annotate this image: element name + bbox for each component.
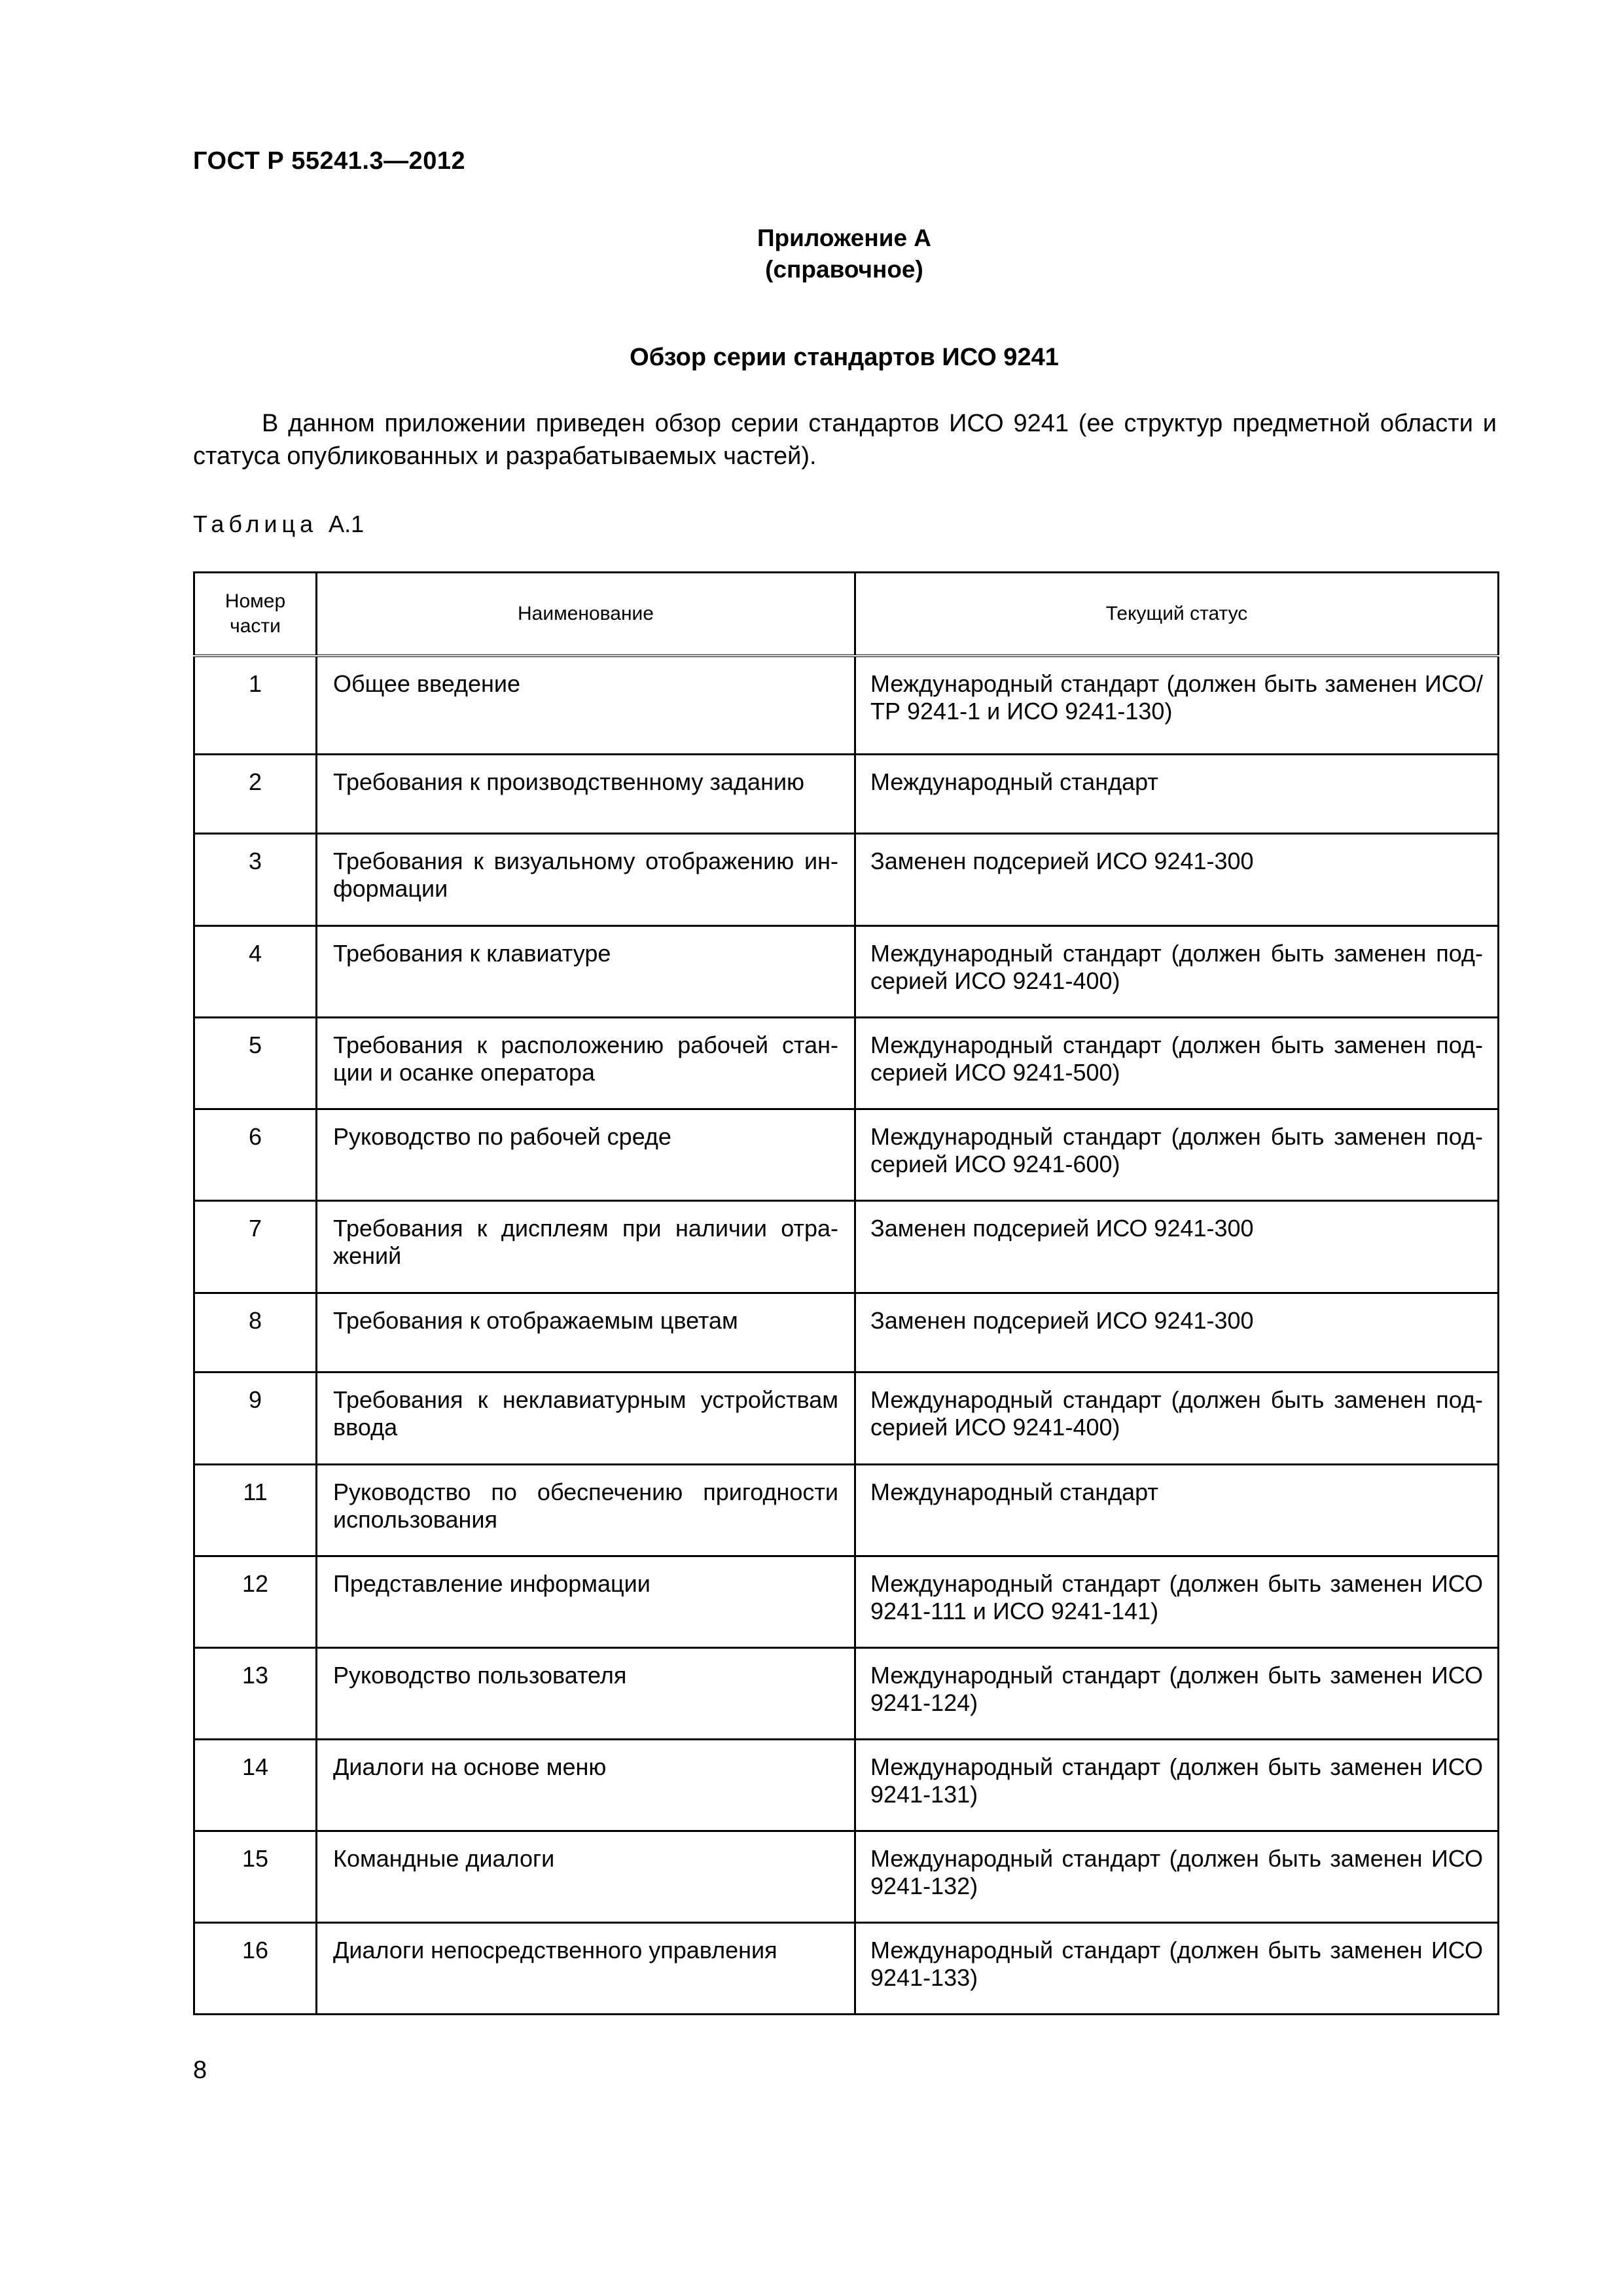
table-row bbox=[194, 1647, 1499, 1739]
row-number: 13 bbox=[194, 1647, 317, 1739]
row-status: Заменен подсерией ИСО 9241-300 bbox=[855, 833, 1499, 925]
appendix-title: Приложение А bbox=[757, 224, 932, 251]
row-name: Требования к визуальному отображению информации bbox=[317, 833, 855, 925]
row-number: 1 bbox=[194, 656, 317, 754]
table-row bbox=[194, 754, 1499, 833]
row-name: Руководство по обеспечению пригодности использования bbox=[317, 1464, 855, 1556]
row-status: Международный стандарт bbox=[855, 1464, 1499, 1556]
table-row bbox=[194, 1017, 1499, 1109]
intro-paragraph: В данном приложении приведен обзор серии стандартов ИСО 9241 (ее структур предметной области и статуса опубликованных и разрабатываемых частей). bbox=[193, 410, 1497, 470]
row-name: Диалоги непосредственного управления bbox=[317, 1922, 855, 2014]
row-number: 4 bbox=[194, 925, 317, 1017]
appendix-type: (справочное) bbox=[765, 256, 923, 283]
row-number: 12 bbox=[194, 1556, 317, 1647]
table-row bbox=[194, 1922, 1499, 2014]
row-status: Международный стандарт (должен быть заменен подсерией ИСО 9241-400) bbox=[855, 1372, 1499, 1464]
row-number: 3 bbox=[194, 833, 317, 925]
row-name: Требования к дисплеям при наличии отражений bbox=[317, 1200, 855, 1293]
row-status: Международный стандарт (должен быть заменен подсерией ИСО 9241-400) bbox=[855, 925, 1499, 1017]
table-row bbox=[194, 1200, 1499, 1293]
row-name: Командные диалоги bbox=[317, 1831, 855, 1922]
table-caption-number: А.1 bbox=[329, 511, 365, 537]
row-status: Международный стандарт (должен быть заменен подсерией ИСО 9241-600) bbox=[855, 1109, 1499, 1200]
page-number: 8 bbox=[193, 2056, 207, 2084]
header-number: Номер части bbox=[194, 573, 317, 656]
row-status: Международный стандарт (должен быть заменен подсерией ИСО 9241-500) bbox=[855, 1017, 1499, 1109]
section-heading: Обзор серии стандартов ИСО 9241 bbox=[630, 344, 1059, 371]
row-status: Международный стандарт (должен быть заменен ИСО/ТР 9241-1 и ИСО 9241-130) bbox=[855, 656, 1499, 754]
row-status: Заменен подсерией ИСО 9241-300 bbox=[855, 1293, 1499, 1372]
document-code: ГОСТ Р 55241.3—2012 bbox=[193, 147, 466, 175]
standards-table bbox=[193, 571, 1499, 2015]
table-body bbox=[194, 656, 1499, 2014]
table-row bbox=[194, 1464, 1499, 1556]
row-name: Представление информации bbox=[317, 1556, 855, 1647]
row-status: Международный стандарт (должен быть заменен ИСО 9241-132) bbox=[855, 1831, 1499, 1922]
table-row bbox=[194, 833, 1499, 925]
row-name: Диалоги на основе меню bbox=[317, 1739, 855, 1831]
table-row bbox=[194, 1556, 1499, 1647]
appendix-block bbox=[0, 223, 1623, 285]
row-number: 9 bbox=[194, 1372, 317, 1464]
row-number: 15 bbox=[194, 1831, 317, 1922]
table-row bbox=[194, 1739, 1499, 1831]
row-number: 5 bbox=[194, 1017, 317, 1109]
row-status: Международный стандарт (должен быть заменен ИСО 9241-133) bbox=[855, 1922, 1499, 2014]
row-status: Международный стандарт (должен быть заменен ИСО 9241-111 и ИСО 9241-141) bbox=[855, 1556, 1499, 1647]
row-name: Требования к расположению рабочей станции и осанке оператора bbox=[317, 1017, 855, 1109]
row-name: Общее введение bbox=[317, 656, 855, 754]
table-header-row bbox=[194, 573, 1499, 656]
table-row bbox=[194, 1831, 1499, 1922]
row-name: Требования к клавиатуре bbox=[317, 925, 855, 1017]
row-status: Международный стандарт (должен быть заменен ИСО 9241-124) bbox=[855, 1647, 1499, 1739]
row-status: Международный стандарт (должен быть заменен ИСО 9241-131) bbox=[855, 1739, 1499, 1831]
row-number: 2 bbox=[194, 754, 317, 833]
row-name: Руководство пользователя bbox=[317, 1647, 855, 1739]
header-name: Наименование bbox=[317, 573, 855, 656]
row-name: Требования к производственному заданию bbox=[317, 754, 855, 833]
row-number: 14 bbox=[194, 1739, 317, 1831]
row-number: 7 bbox=[194, 1200, 317, 1293]
table-caption-label: Таблица bbox=[193, 511, 318, 537]
table-row bbox=[194, 656, 1499, 754]
row-status: Международный стандарт bbox=[855, 754, 1499, 833]
table-caption bbox=[193, 511, 364, 538]
row-name: Требования к отображаемым цветам bbox=[317, 1293, 855, 1372]
table-row bbox=[194, 1293, 1499, 1372]
row-number: 8 bbox=[194, 1293, 317, 1372]
row-name: Требования к неклавиатурным устройствам ввода bbox=[317, 1372, 855, 1464]
row-number: 6 bbox=[194, 1109, 317, 1200]
table-row bbox=[194, 925, 1499, 1017]
row-name: Руководство по рабочей среде bbox=[317, 1109, 855, 1200]
row-number: 16 bbox=[194, 1922, 317, 2014]
table-row bbox=[194, 1372, 1499, 1464]
header-status: Текущий статус bbox=[855, 573, 1499, 656]
row-number: 11 bbox=[194, 1464, 317, 1556]
table-row bbox=[194, 1109, 1499, 1200]
row-status: Заменен подсерией ИСО 9241-300 bbox=[855, 1200, 1499, 1293]
